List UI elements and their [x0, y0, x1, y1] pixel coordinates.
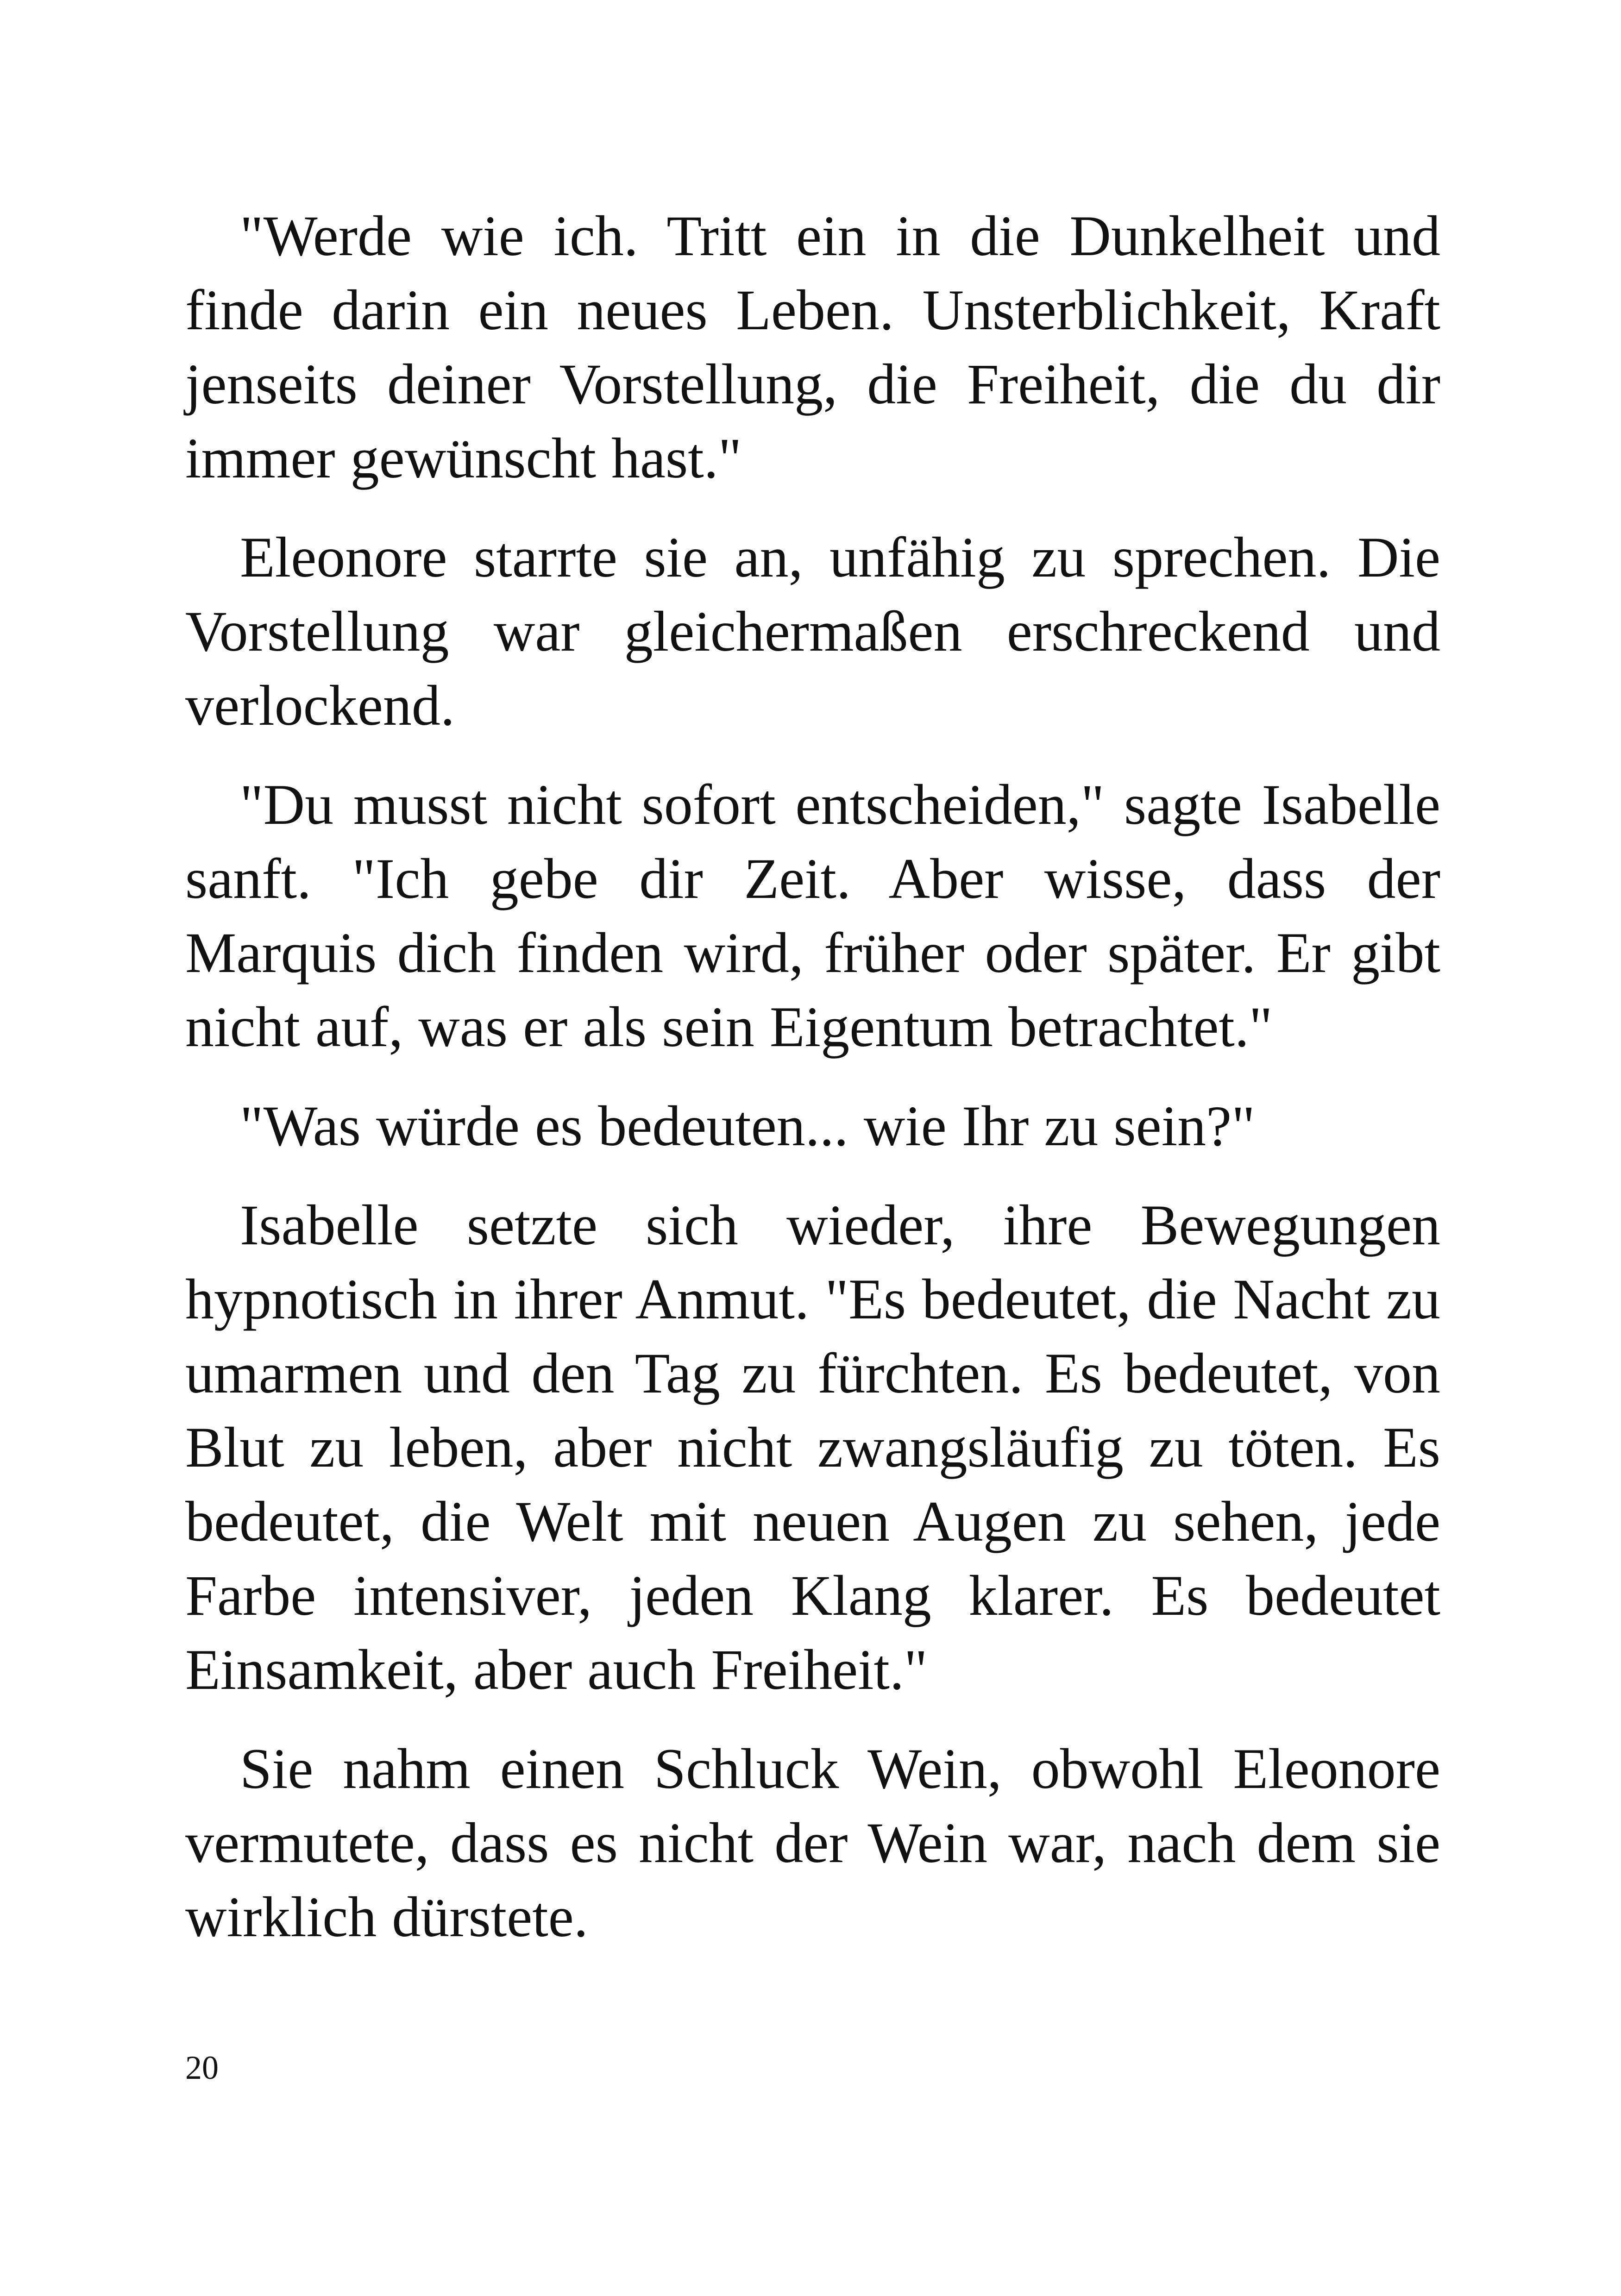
body-text — [185, 199, 1440, 1979]
paragraph: "Du musst nicht sofort entscheiden," sagte Isabelle sanft. "Ich gebe dir Zeit. Aber wisse, dass der Marquis dich finden wird, früher oder später. Er gibt nicht auf, was er als sein Eigentum betrachtet." — [185, 773, 1440, 1059]
paragraph: "Was würde es bedeuten... wie Ihr zu sein?" — [240, 1094, 1255, 1158]
paragraph: "Werde wie ich. Tritt ein in die Dunkelheit und finde darin ein neues Leben. Unsterblichkeit, Kraft jenseits deiner Vorstellung, die Freiheit, die du dir immer gewünscht hast." — [185, 204, 1440, 490]
paragraph: Eleonore starrte sie an, unfähig zu sprechen. Die Vorstellung war gleichermaßen erschreckend und verlockend. — [185, 526, 1440, 737]
paragraph: Sie nahm einen Schluck Wein, obwohl Eleonore vermutete, dass es nicht der Wein war, nach dem sie wirklich dürstete. — [185, 1737, 1440, 1949]
page-number: 20 — [185, 2049, 219, 2086]
paragraph: Isabelle setzte sich wieder, ihre Bewegungen hypnotisch in ihrer Anmut. "Es bedeutet, die Nacht zu umarmen und den Tag zu fürchten. Es bedeutet, von Blut zu leben, aber nicht zwangsläufig zu töten. Es bedeutet, die Welt mit neuen Augen zu sehen, jede Farbe intensiver, jeden Klang klarer. Es bedeutet Einsamkeit, aber auch Freiheit." — [185, 1193, 1440, 1701]
